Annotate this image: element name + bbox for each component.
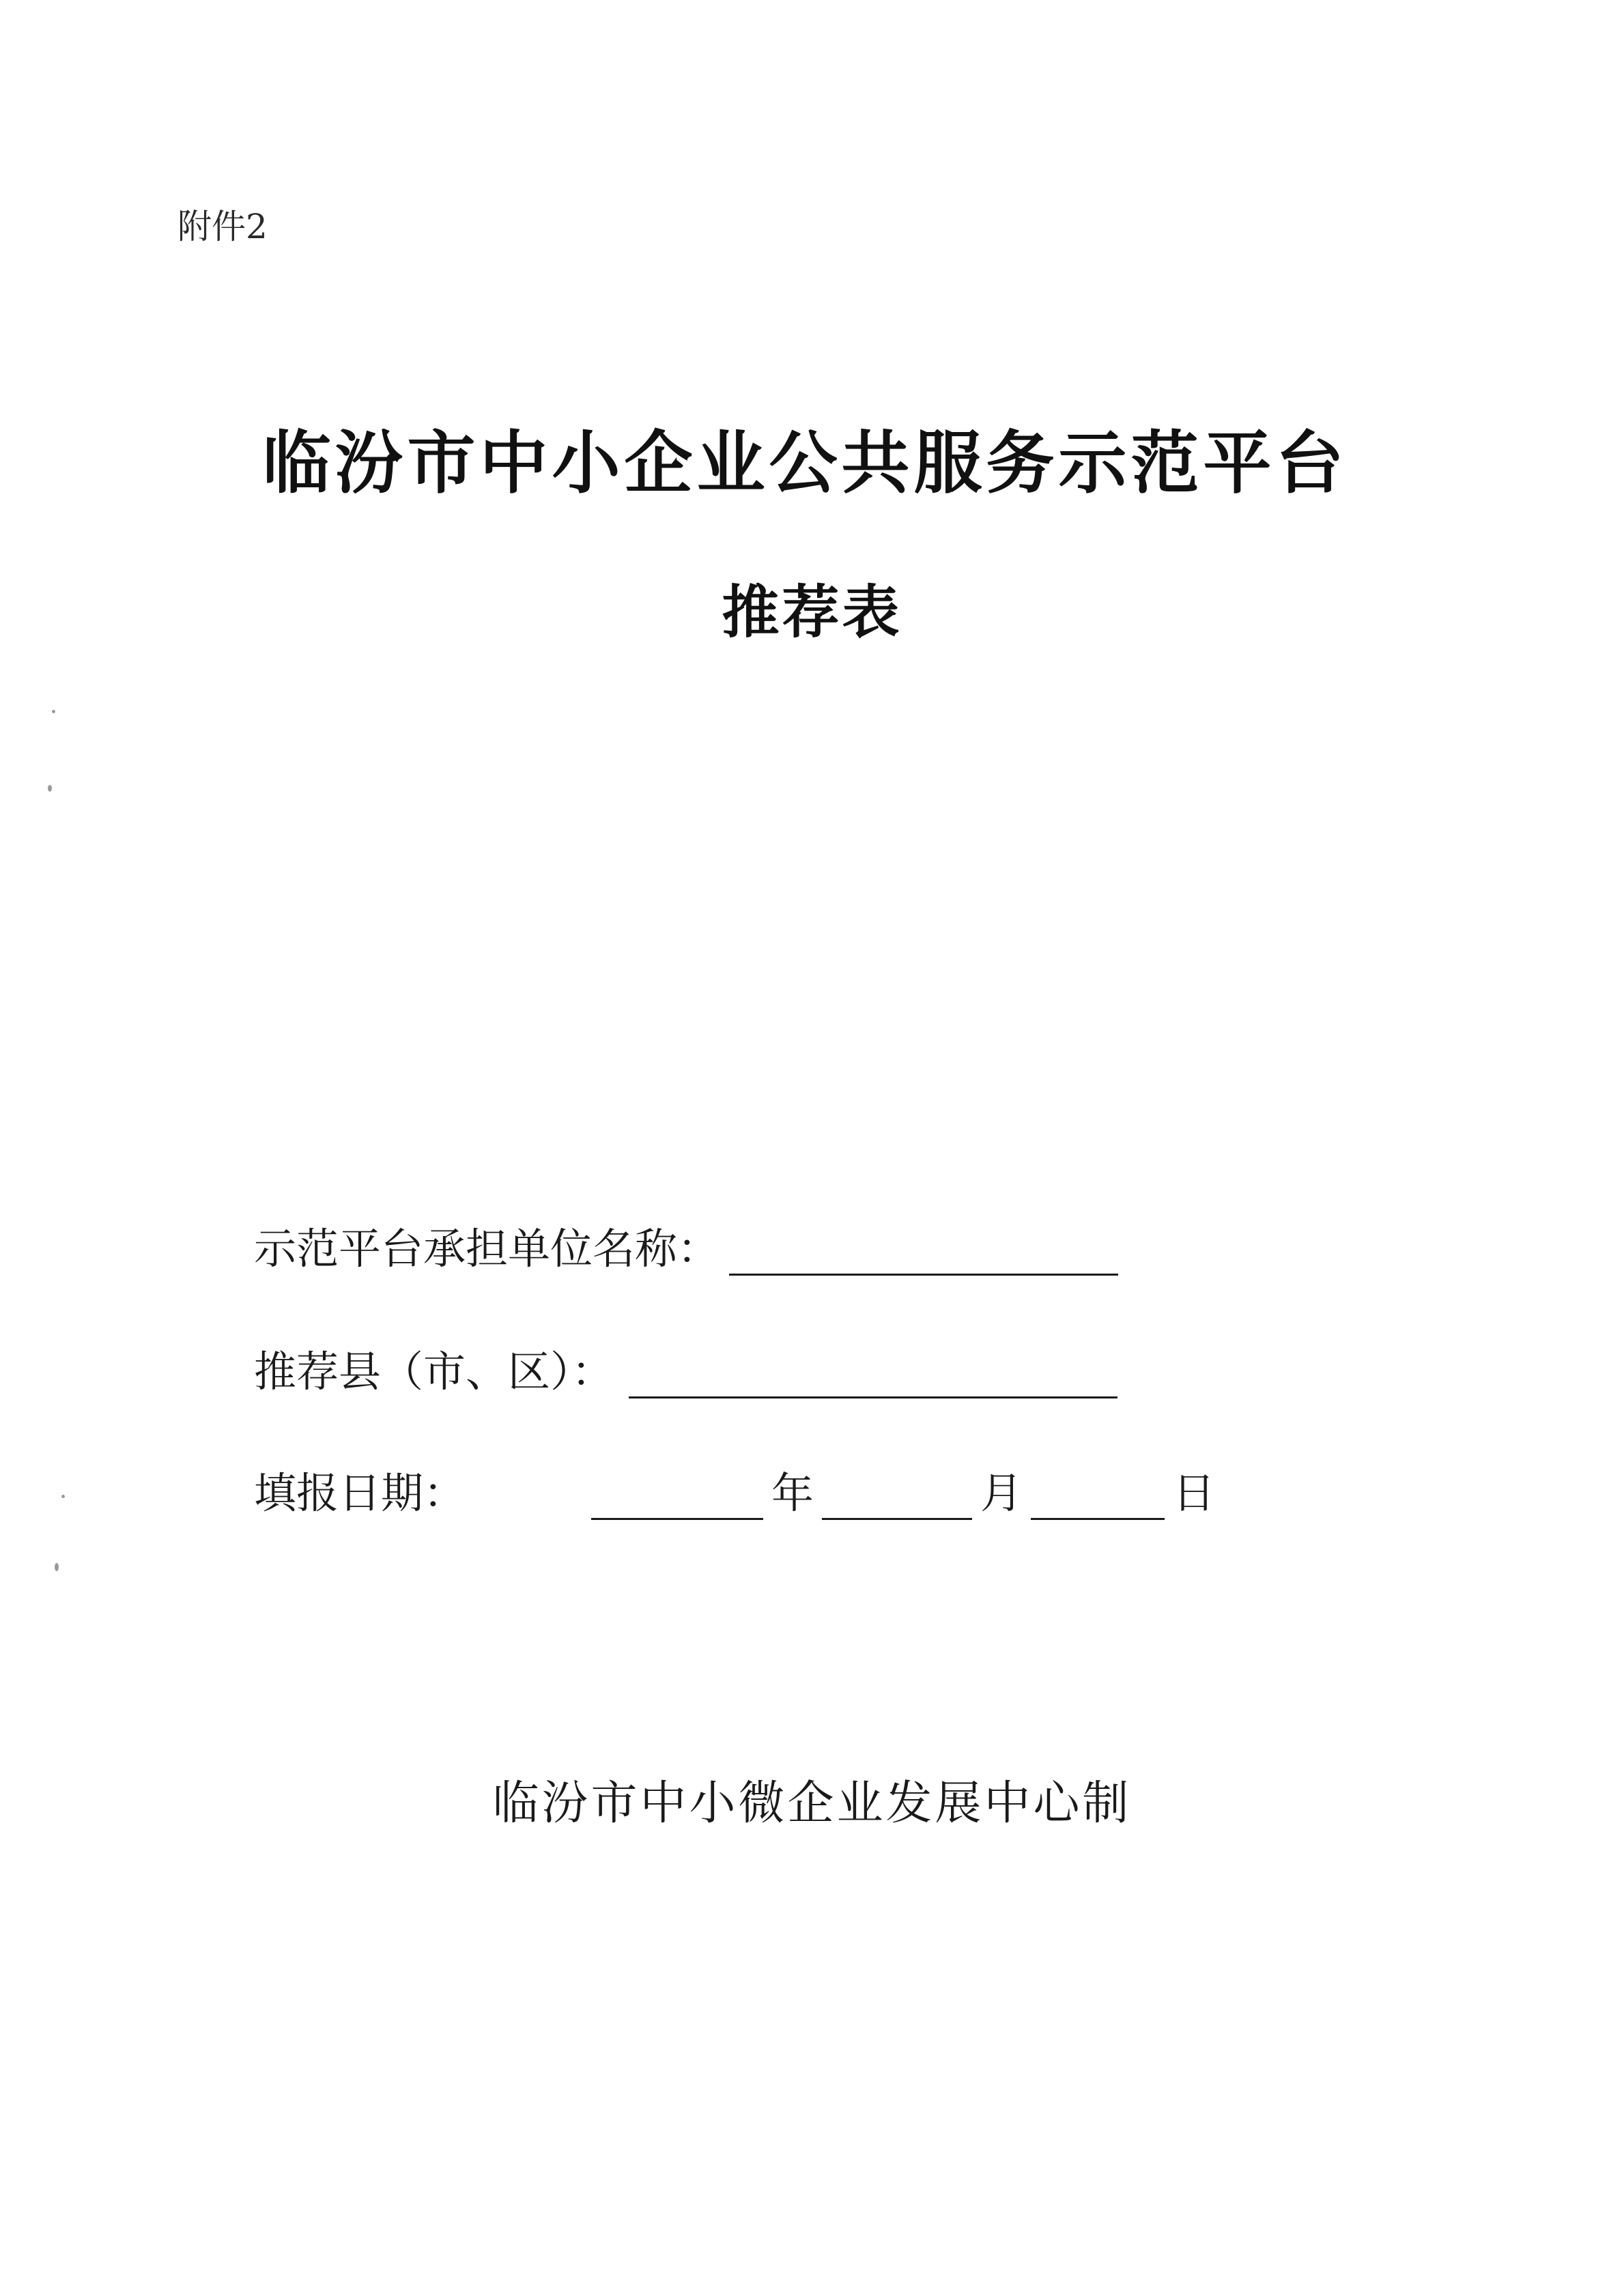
scan-speck — [61, 1495, 65, 1498]
year-label: 年 — [771, 1468, 814, 1518]
county-field — [254, 1338, 1117, 1398]
unit-name-blank[interactable] — [729, 1223, 1118, 1276]
unit-name-field — [254, 1215, 1118, 1276]
month-blank[interactable] — [822, 1467, 972, 1520]
document-title: 临汾市中小企业公共服务示范平台 — [262, 423, 1348, 503]
county-blank[interactable] — [629, 1346, 1117, 1398]
year-blank[interactable] — [591, 1467, 763, 1520]
date-label: 填报日期： — [254, 1468, 466, 1518]
unit-name-label: 示范平台承担单位名称： — [254, 1224, 720, 1274]
date-field — [254, 1459, 1223, 1520]
month-label: 月 — [980, 1468, 1023, 1518]
scan-speck — [55, 1563, 59, 1571]
issuer-footer: 临汾市中小微企业发展中心制 — [492, 1777, 1132, 1831]
day-blank[interactable] — [1031, 1467, 1165, 1520]
document-subtitle: 推荐表 — [722, 579, 902, 646]
scan-speck — [52, 710, 55, 713]
attachment-label: 附件2 — [177, 207, 268, 246]
county-label: 推荐县（市、区）： — [254, 1347, 614, 1396]
day-label: 日 — [1173, 1468, 1216, 1518]
scan-speck — [48, 785, 52, 792]
